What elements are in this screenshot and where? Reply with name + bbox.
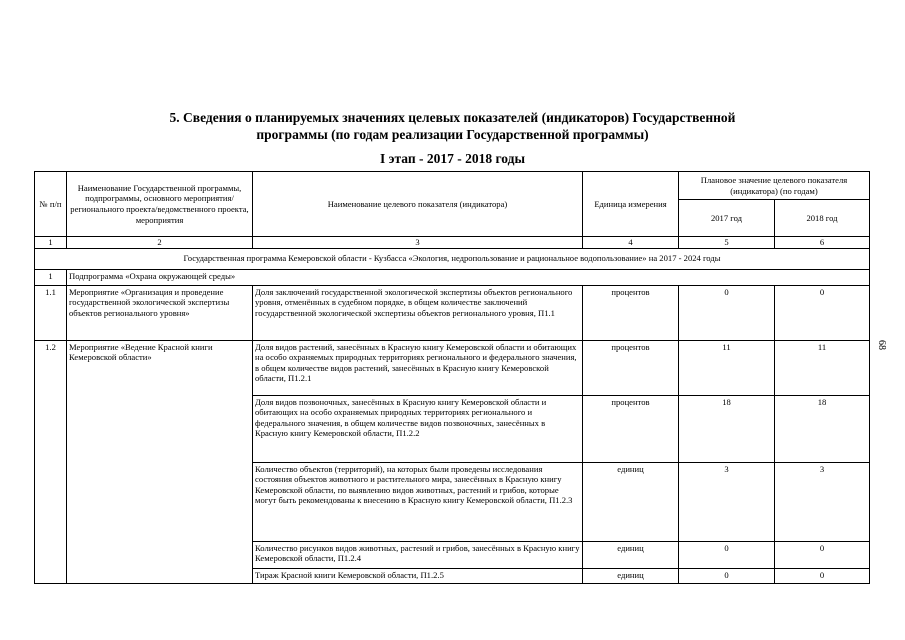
value-2017: 0 [679, 285, 775, 340]
value-2017: 3 [679, 462, 775, 541]
indicator-text: Доля заключений государственной экологической экспертизы объектов регионального уровня, отменённых в судебном порядке, в общем количестве заключений государственной экологической экспертизы объектов регионального уровня, П1.1 [253, 285, 583, 340]
event-name: Мероприятие «Ведение Красной книги Кемеровской области» [67, 340, 253, 583]
page-number: 68 [876, 340, 887, 350]
title-line-2: программы (по годам реализации Государственной программы) [256, 127, 649, 142]
indicator-text: Доля видов позвоночных, занесённых в Красную книгу Кемеровской области и обитающих на особо охраняемых природных территориях регионального и федерального значения, в общем количестве видов позвоночных, занесённых в Красную книгу Кемеровской области, П1.2.2 [253, 395, 583, 462]
column-number: 6 [775, 237, 870, 249]
unit-cell: процентов [583, 395, 679, 462]
header-program-name: Наименование Государственной программы, подпрограммы, основного мероприятия/регионального проекта/ведомственного проекта, мероприятия [67, 172, 253, 237]
unit-cell: процентов [583, 285, 679, 340]
subprogram-name: Подпрограмма «Охрана окружающей среды» [67, 269, 870, 285]
unit-cell: единиц [583, 541, 679, 568]
value-2017: 0 [679, 568, 775, 583]
stage-subtitle: I этап - 2017 - 2018 годы [380, 151, 525, 166]
event-name: Мероприятие «Организация и проведение государственной экологической экспертизы объектов регионального уровня» [67, 285, 253, 340]
header-year-2017: 2017 год [679, 200, 775, 237]
header-planned-value: Плановое значение целевого показателя (индикатора) (по годам) [679, 172, 870, 200]
header-unit: Единица измерения [583, 172, 679, 237]
indicator-text: Количество рисунков видов животных, растений и грибов, занесённых в Красную книгу Кемеровской области, П1.2.4 [253, 541, 583, 568]
program-title: Государственная программа Кемеровской области - Кузбасса «Экология, недропользование и рациональное водопользование» на 2017 - 2024 годы [35, 248, 870, 269]
header-num: № п/п [35, 172, 67, 237]
value-2018: 11 [775, 340, 870, 395]
unit-cell: процентов [583, 340, 679, 395]
column-number: 4 [583, 237, 679, 249]
subprogram-row [35, 269, 870, 285]
value-2018: 0 [775, 285, 870, 340]
header-indicator-name: Наименование целевого показателя (индикатора) [253, 172, 583, 237]
title-line-1: 5. Сведения о планируемых значениях целевых показателей (индикаторов) Государственной [169, 110, 736, 125]
indicators-table [34, 171, 870, 584]
value-2018: 3 [775, 462, 870, 541]
indicator-text: Количество объектов (территорий), на которых были проведены исследования состояния объектов животного и растительного мира, занесённых в Красную книгу Кемеровской области, по выявлению видов животных, растений и грибов, которые могут быть рекомендованы к внесению в Красную книгу Кемеровской области, П1.2.3 [253, 462, 583, 541]
value-2017: 11 [679, 340, 775, 395]
column-numbers-row [35, 237, 870, 249]
unit-cell: единиц [583, 462, 679, 541]
value-2017: 0 [679, 541, 775, 568]
header-year-2018: 2018 год [775, 200, 870, 237]
table-row-1-2-1 [35, 340, 870, 395]
column-number: 5 [679, 237, 775, 249]
row-num: 1.2 [35, 340, 67, 583]
column-number: 2 [67, 237, 253, 249]
value-2018: 0 [775, 541, 870, 568]
indicator-text: Доля видов растений, занесённых в Красную книгу Кемеровской области и обитающих на особо охраняемых природных территориях регионального и федерального значения, в общем количестве видов растений, занесённых в Красную книгу Кемеровской области, П1.2.1 [253, 340, 583, 395]
column-number: 3 [253, 237, 583, 249]
header-row-1 [35, 172, 870, 200]
row-num: 1.1 [35, 285, 67, 340]
value-2018: 0 [775, 568, 870, 583]
document-title [0, 109, 905, 143]
table-row-1-1 [35, 285, 870, 340]
column-number: 1 [35, 237, 67, 249]
indicator-text: Тираж Красной книги Кемеровской области, П1.2.5 [253, 568, 583, 583]
subprogram-num: 1 [35, 269, 67, 285]
value-2017: 18 [679, 395, 775, 462]
unit-cell: единиц [583, 568, 679, 583]
value-2018: 18 [775, 395, 870, 462]
program-row [35, 248, 870, 269]
